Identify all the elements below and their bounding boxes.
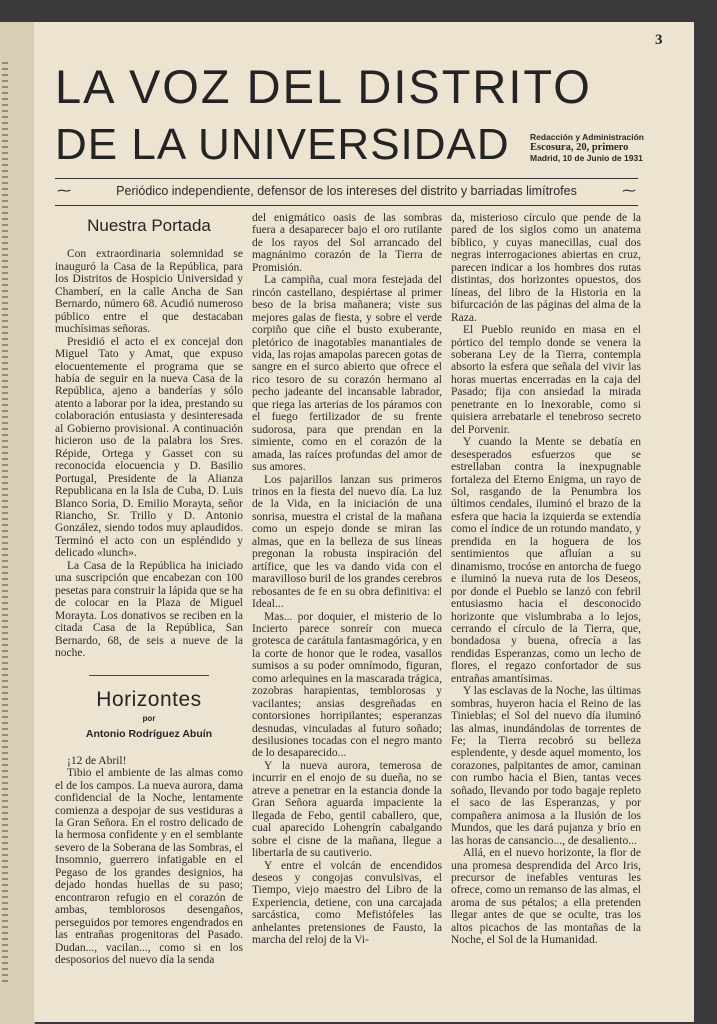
paragraph: Y entre el volcán de encendidos deseos y congojas convulsivas, el Tiempo, viejo maestro del Libro de la Experiencia, detiene, con una carcajada sarcástica, como Mefistófeles las anhelantes pretensiones de Fausto, la marcha del reloj de la Vi- xyxy=(252,859,442,947)
admin-box xyxy=(530,132,645,163)
paragraph: Y las esclavas de la Noche, las últimas sombras, huyeron hacia el Reino de las Tinieblas; el Sol del nuevo día iluminó las almas, inundándolas de torrentes de Fe; la Tierra recobró su belleza esplendente, y desde aquel momento, los corazones, palpitantes de amor, caminan con rumbo hacia el Bien, tantas veces soñado, llevando por todo bagaje repleto el saco de las Esperanzas, y por compañera animosa a la Ilusión de los Mundos, que les dará pujanza y brío en las horas de cansancio..., de desaliento... xyxy=(451,685,641,847)
paragraph: La Casa de la República ha iniciado una suscripción que encabezan con 100 pesetas para construir la lápida que se ha de colocar en la Plaza de Miguel Morayta. Los donativos se reciben en la citada Casa de la República, San Bernardo, 68, de seis a nueve de la noche. xyxy=(55,559,243,659)
paragraph: Tibio el ambiente de las almas como el de los campos. La nueva aurora, dama confidencial de la Noche, lentamente comienza a despojar de sus vestiduras a la Gran Señora. En el rostro delicado de la hermosa confidente y en el semblante severo de la Soberana de las Sombras, el Insomnio, guerrero infatigable en el Pegaso de los grandes designios, ha dejado hondas huellas de su paso; encontraron refugio en el corazón de ambas, temblorosos desengaños, perseguidos por temores engendrados en las entrañas progenitoras del Pasado. Dudan..., vacilan..., como si en los desposorios del nuevo día la senda xyxy=(55,767,243,967)
swash-ornament-left: ⁓ xyxy=(57,182,71,198)
swash-ornament-right: ⁓ xyxy=(622,182,636,198)
column-2 xyxy=(252,212,442,947)
paragraph: ¡12 de Abril! xyxy=(67,754,127,767)
page-number: 3 xyxy=(655,32,663,48)
byline-por: por xyxy=(142,713,156,723)
paragraph: Y la nueva aurora, temerosa de incurrir en el enojo de su dueña, no se atreve a penetrar en la estancia donde la Gran Señora aguarda impaciente la llegada de Febo, gentil caballero, que, cual aparecido Lohengrín cabalgando sobre el cisne de la mañana, llegue a libertarla de su cautiverio. xyxy=(252,759,442,860)
paragraph: Con extraordinaria solemnidad se inauguró la Casa de la República, para los Distritos de Hospicio Universidad y Chamberí, en la calle Ancha de San Bernardo, número 68. Acudió numeroso público entre el que destacaban muchísimas señoras. xyxy=(55,248,243,336)
paragraph: El Pueblo reunido en masa en el pórtico del templo donde se venera la soberana Ley de la Tierra, contempla absorto la esfera que señala del vivir las horas muertas encerradas en la caja del Pasado; fija con ansiedad la mirada penetrante en lo Inexorable, como si quisiera arrebatarle el tenebroso secreto del Porvenir. xyxy=(451,324,641,436)
masthead-line-2: DE LA UNIVERSIDAD xyxy=(55,120,510,169)
article-title-portada: Nuestra Portada xyxy=(87,216,211,235)
admin-label: Redacción y Administración xyxy=(530,132,644,142)
paragraph: Y cuando la Mente se debatía en desesperados esfuerzos que se estrellaban contra la inexpugnable fortaleza del Eterno Enigma, un rayo de Sol, rasgando de la Penumbra los últimos cendales, iluminó el brazo de la esfera que hacia la izquierda se extendía como el índice de un rotundo mandato, y prendida en la hoguera de los sentimientos que afluían a su dinamismo, trocóse en antorcha de fuego e iluminó la nueva ruta de los Deseos, por donde el Pueblo se lanzó con febril entusiasmo hacia el desconocido horizonte que vislumbraba a lo lejos, cerrando el círculo de la Tierra, que, bondadosa y buena, ofrecía a las rendidas Esperanzas, como un lecho de flores, el regazo confortador de sus entrañas amantísimas. xyxy=(451,436,641,685)
column-3 xyxy=(451,212,641,947)
admin-dateline: Madrid, 10 de Junio de 1931 xyxy=(530,153,643,163)
paragraph: Allá, en el nuevo horizonte, la flor de una promesa desprendida del Arco Iris, precursor de inefables venturas les ofrece, como un remanso de las almas, el aroma de sus pétalos; a ella pretenden llegar antes de que se oculte, tras los altos picachos de las montañas de la Noche, el Sol de la Humanidad. xyxy=(451,847,641,947)
masthead-line-1: LA VOZ DEL DISTRITO xyxy=(55,60,592,113)
paragraph: La campiña, cual mora festejada del rincón castellano, despiértase al primer beso de la brisa mañanera; viste sus mejores galas de fiesta, y sobre el verde corpiño que ciñe el busto exuberante, pletórico de inagotables manantiales de vida, las rojas amapolas parecen gotas de sangre en el surco abierto que ofrece el rico tesoro de su corazón hermano al pecho jadeante del incansable labrador, que riega las arterias de los páramos con el fuego fertilizador de su frente sudorosa, para que prendan en la simiente, como en el corazón de la amada, las raíces profundas del amor de sus amores. xyxy=(252,274,442,474)
header-rule-bottom xyxy=(55,205,638,206)
paragraph: Los pajarillos lanzan sus primeros trinos en la fiesta del nuevo día. La luz de la Vida, en la iniciación de una sonrisa, muestra el cristal de la mañana como un espejo donde se miran las almas, que en la belleza de sus líneas pregonan la robusta inspiración del artífice, que les va dando vida con el maravilloso buril de los grandes cerebros rebosantes de fe en su obra definitiva: el Ideal... xyxy=(252,473,442,611)
tagline-text: Periódico independiente, defensor de los intereses del distrito y barriadas limítrofes xyxy=(116,184,577,198)
paragraph: Mas... por doquier, el misterio de lo Incierto parece sonreír con mueca grotesca de carátula fantasmagórica, y en la corte de honor que le rodea, vasallos sumisos a su poder omnímodo, figuran, como arlequines en la mascarada trágica, zozobras harapientas, temblorosas y vacilantes; ansias desgreñadas en contorsiones horripilantes; esperanzas desnudas, vinculadas al futuro soñado; desilusiones tocadas con el negro manto de lo desaparecido... xyxy=(252,610,442,760)
column-1 xyxy=(55,212,243,966)
paragraph: da, misterioso círculo que pende de la pared de los siglos como un anatema bíblico, y cuyas manecillas, cual dos negras interrogaciones abiertas en cruz, parecen indicar a los hombres dos rutas distintas, dos horizontes opuestos, dos líneas, del libro de la Historia en la bifurcación de las páginas del alma de la Raza. xyxy=(451,212,641,324)
binding-stitching xyxy=(2,62,8,982)
tagline xyxy=(55,184,638,198)
paragraph: Presidió el acto el ex concejal don Miguel Tato y Amat, que expuso elocuentemente el programa que se había de seguir en la nueva Casa de la República, ajeno a banderías y sólo atento a laborar por la idea, prestando su colaboración entusiasta y desinteresada al Gobierno provisional. A continuación hicieron uso de la palabra los Sres. Répide, Ortega y Gasset con su reconocida elocuencia y D. Basilio Portugal, Presidente de la Alianza Republicana en la Isla de Cuba, D. Luis Blanco Soria, D. Emilio Morayta, señor Riancho, Sr. Trillo y D. Antonio González, siendo todos muy aplaudidos. Terminó el acto con un espléndido y delicado «lunch». xyxy=(55,335,243,560)
masthead xyxy=(55,58,592,174)
article-divider xyxy=(89,675,209,676)
byline-author: Antonio Rodríguez Abuín xyxy=(85,728,213,741)
book-binding xyxy=(0,22,35,1024)
admin-address: Escosura, 20, primero xyxy=(530,142,629,153)
paragraph: del enigmático oasis de las sombras fuera a desaparecer bajo el oro rutilante de los rayos del Sol arrancado del magnánimo corazón de la Tierra de Promisión. xyxy=(252,212,442,274)
header-rule-top xyxy=(55,178,638,179)
article-title-horizontes: Horizontes xyxy=(96,688,202,712)
